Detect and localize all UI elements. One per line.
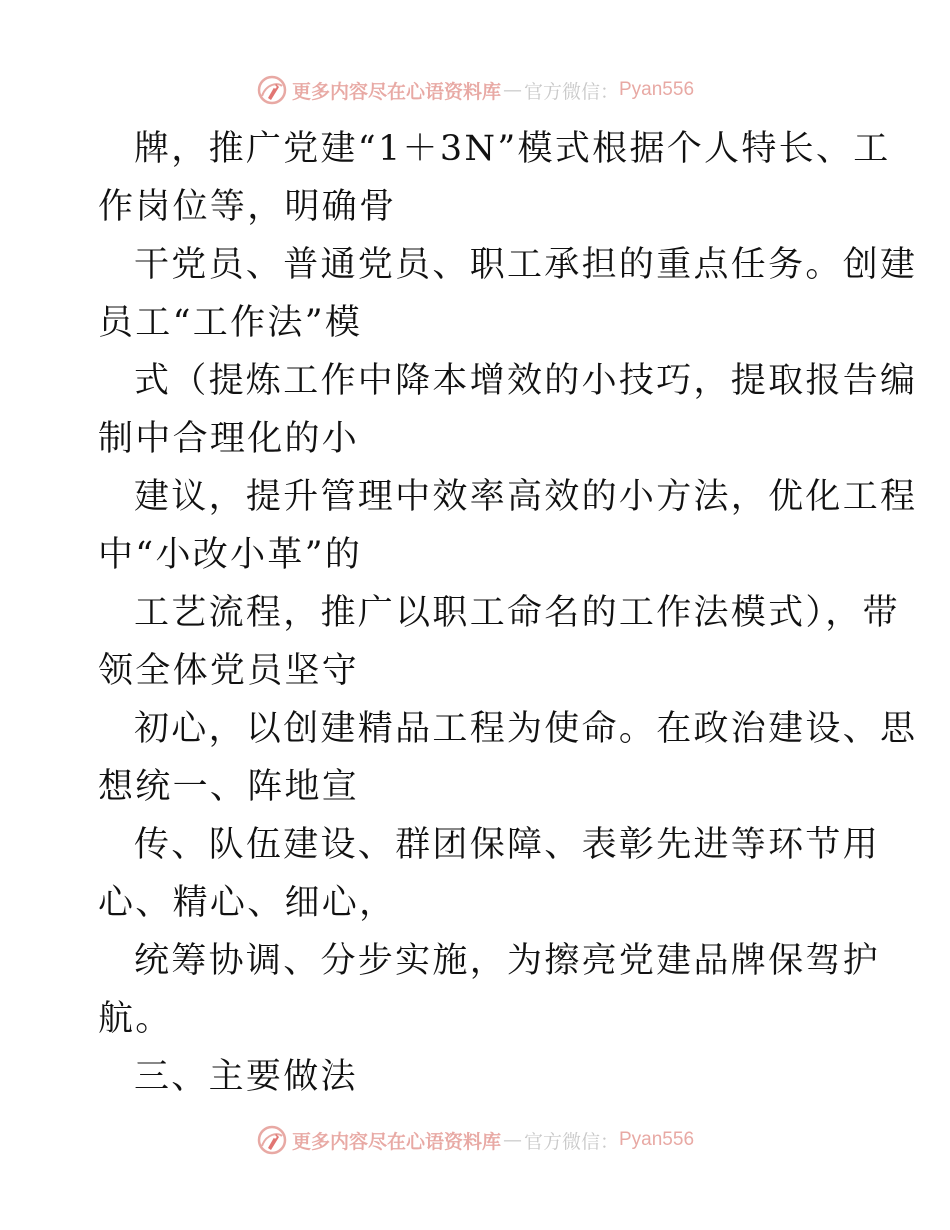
watermark-official: 官方微信： bbox=[523, 1130, 619, 1153]
watermark-brand: 更多内容尽在心语资料库 bbox=[291, 1130, 501, 1153]
document-body bbox=[98, 120, 918, 1106]
text-line: 工艺流程，推广以职工命名的工作法模式），带 bbox=[134, 593, 900, 633]
text-line: 传、队伍建设、群团保障、表彰先进等环节用 bbox=[134, 825, 881, 865]
text-line: 统筹协调、分步实施，为擦亮党建品牌保驾护 bbox=[134, 941, 881, 981]
text-line: 干党员、普通党员、职工承担的重点任务。创建 bbox=[134, 245, 918, 285]
section-heading: 三、主要做法 bbox=[134, 1057, 358, 1097]
text-line: 中“小改小革”的 bbox=[98, 535, 363, 575]
text-line: 领全体党员坚守 bbox=[98, 651, 360, 691]
watermark-brand: 更多内容尽在心语资料库 bbox=[291, 80, 501, 103]
pen-nib-swirl-icon bbox=[256, 1124, 288, 1156]
footer-watermark bbox=[0, 1120, 950, 1160]
text-line: 作岗位等，明确骨 bbox=[98, 187, 397, 227]
text-line: 想统一、阵地宣 bbox=[98, 767, 360, 807]
text-line: 心、精心、细心， bbox=[98, 883, 397, 923]
text-line: 建议，提升管理中效率高效的小方法，优化工程 bbox=[134, 477, 918, 517]
text-line: 初心，以创建精品工程为使命。在政治建设、思 bbox=[134, 709, 918, 749]
text-line: 制中合理化的小 bbox=[98, 419, 360, 459]
text-line: 员工“工作法”模 bbox=[98, 303, 363, 343]
watermark-dash: — bbox=[502, 1129, 522, 1151]
text-line: 牌，推广党建“1＋3N”模式根据个人特长、工 bbox=[134, 129, 891, 169]
text-line: 式（提炼工作中降本增效的小技巧，提取报告编 bbox=[134, 361, 918, 401]
watermark-wechat-id: Pyan556 bbox=[619, 1129, 695, 1150]
pen-nib-swirl-icon bbox=[256, 74, 288, 106]
watermark-official: 官方微信： bbox=[523, 80, 619, 103]
watermark-wechat-id: Pyan556 bbox=[619, 79, 695, 100]
watermark-dash: — bbox=[502, 79, 522, 101]
header-watermark bbox=[0, 70, 950, 110]
text-line: 航。 bbox=[98, 999, 173, 1039]
